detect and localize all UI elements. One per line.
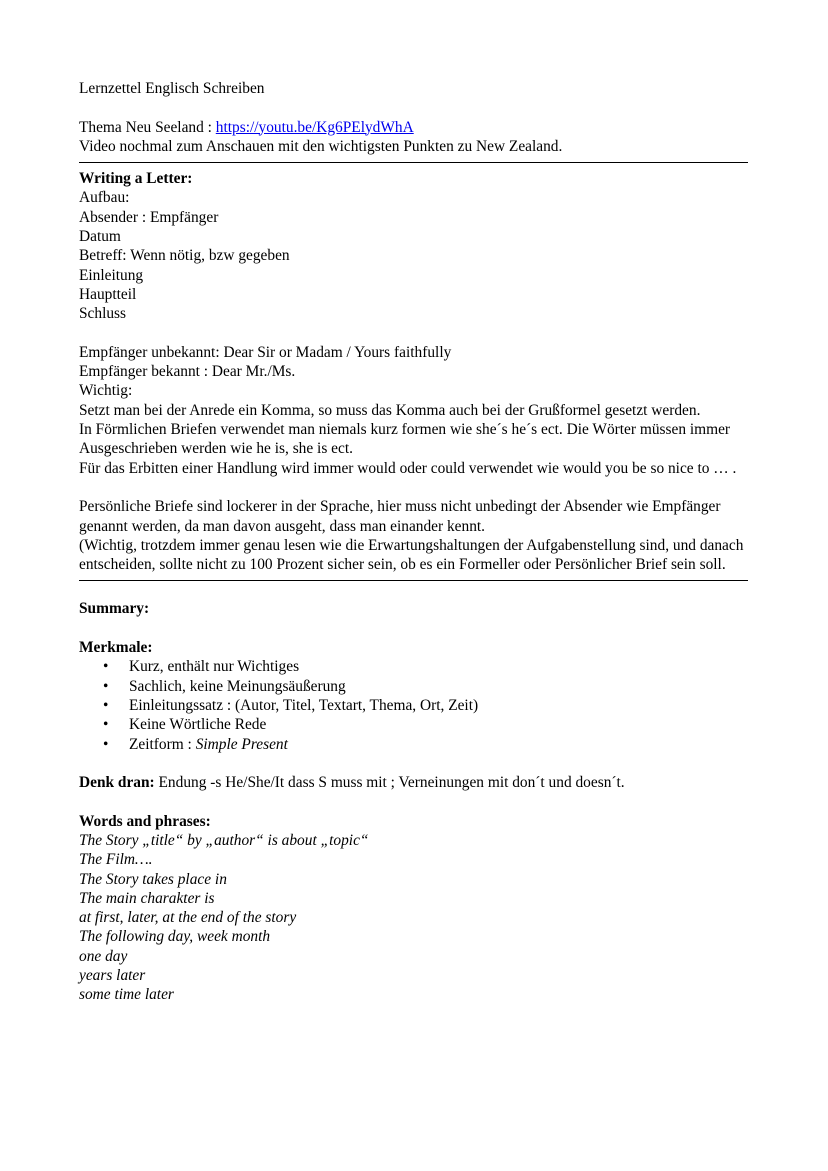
features-heading: Merkmale: <box>79 639 153 657</box>
structure-line: Aufbau: <box>79 189 130 207</box>
reminder-label: Denk dran: <box>79 774 155 792</box>
phrases-heading: Words and phrases: <box>79 812 211 830</box>
structure-line: Betreff: Wenn nötig, bzw gegeben <box>79 247 290 265</box>
features-list <box>79 657 748 753</box>
phrase-line: years later <box>79 967 146 985</box>
section-divider <box>79 580 748 581</box>
phrase-line: one day <box>79 947 128 965</box>
tense-label: Zeitform : <box>129 735 196 753</box>
document-title: Lernzettel Englisch Schreiben <box>79 80 265 97</box>
youtube-link[interactable]: https://youtu.be/Kg6PElydWhA <box>215 118 414 136</box>
structure-line: Einleitung <box>79 266 144 284</box>
section-divider <box>79 162 748 163</box>
summary-heading: Summary: <box>79 600 150 618</box>
phrase-line: at first, later, at the end of the story <box>79 909 297 927</box>
letter-note: Empfänger unbekannt: Dear Sir or Madam / Yours faithfully <box>79 343 452 361</box>
phrase-line: The main charakter is <box>79 889 215 907</box>
structure-line: Datum <box>79 228 121 246</box>
structure-line: Schluss <box>79 305 127 323</box>
theme-line <box>79 118 748 137</box>
structure-line: Absender : Empfänger <box>79 208 219 226</box>
video-note: Video nochmal zum Anschauen mit den wichtigsten Punkten zu New Zealand. <box>79 137 563 155</box>
list-item: • Kurz, enthält nur Wichtiges <box>103 657 748 676</box>
phrase-line: The Story takes place in <box>79 870 227 888</box>
list-item: • Sachlich, keine Meinungsäußerung <box>103 677 748 696</box>
letter-note: Setzt man bei der Anrede ein Komma, so muss das Komma auch bei der Grußformel gesetzt werden. <box>79 401 701 419</box>
phrase-line: some time later <box>79 986 174 1004</box>
list-item: • Einleitungssatz : (Autor, Titel, Textart, Thema, Ort, Zeit) <box>103 696 748 715</box>
letter-note: In Förmlichen Briefen verwendet man niemals kurz formen wie she´s he´s ect. Die Wörter müssen immer Ausgeschrieben werden wie he is, she is ect. <box>79 421 731 458</box>
letter-note: Für das Erbitten einer Handlung wird immer would oder could verwendet wie would you be so nice to … . <box>79 459 737 477</box>
list-item <box>103 735 748 754</box>
personal-letter-note: (Wichtig, trotzdem immer genau lesen wie die Erwartungshaltungen der Aufgabenstellung sind, und danach entscheiden, sollte nicht zu 100 Prozent sicher sein, ob es ein Formeller oder Persönlicher Brief sein soll. <box>79 536 744 574</box>
phrase-line: The Story „title“ by „author“ is about „topic“ <box>79 831 369 849</box>
reminder-text: Endung -s He/She/It dass S muss mit ; Verneinungen mit don´t und doesn´t. <box>154 774 625 792</box>
letter-note: Wichtig: <box>79 382 133 400</box>
tense-value: Simple Present <box>195 735 288 753</box>
document-body <box>79 79 748 1005</box>
letter-note: Empfänger bekannt : Dear Mr./Ms. <box>79 363 296 381</box>
theme-label: Thema Neu Seeland : <box>79 118 216 136</box>
list-item: • Keine Wörtliche Rede <box>103 715 748 734</box>
phrase-line: The Film…. <box>79 851 153 869</box>
personal-letter-note: Persönliche Briefe sind lockerer in der Sprache, hier muss nicht unbedingt der Absender wie Empfänger genannt werden, da man davon ausgeht, dass man einander kennt. <box>79 498 721 535</box>
letter-heading: Writing a Letter: <box>79 170 193 188</box>
reminder-line <box>79 773 748 792</box>
phrase-line: The following day, week month <box>79 928 271 946</box>
structure-line: Hauptteil <box>79 285 137 303</box>
